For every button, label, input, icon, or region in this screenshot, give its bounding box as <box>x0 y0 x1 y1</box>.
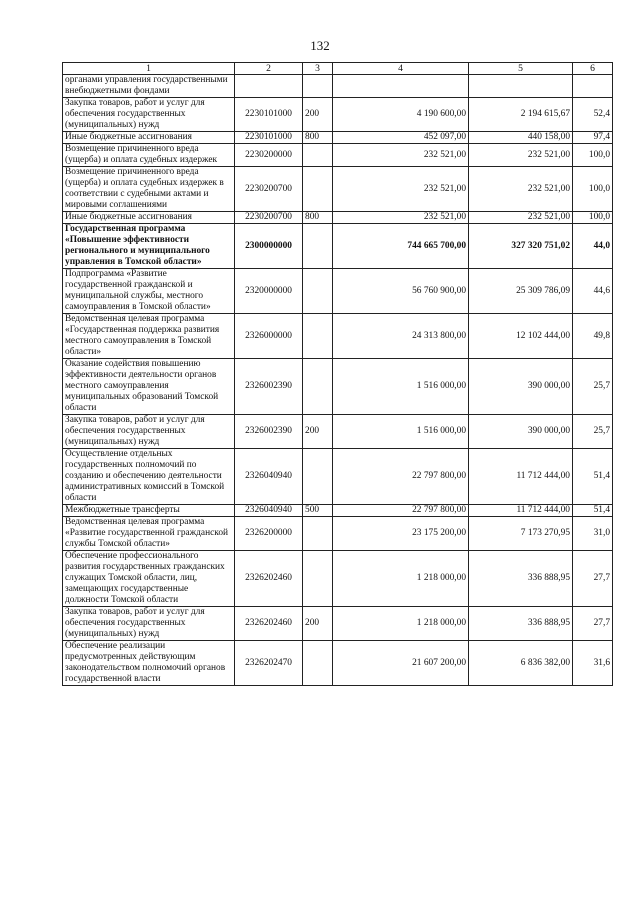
row-name: Возмещение причиненного вреда (ущерба) и оплата судебных издержек <box>63 144 235 167</box>
row-fact <box>469 75 573 98</box>
row-fact: 232 521,00 <box>469 212 573 224</box>
row-percent <box>573 75 613 98</box>
row-name: Ведомственная целевая программа «Государственная поддержка развития местного самоуправления в Томской области» <box>63 314 235 359</box>
table-body <box>63 75 613 686</box>
row-name: Закупка товаров, работ и услуг для обеспечения государственных (муниципальных) нужд <box>63 415 235 449</box>
row-code: 2326040940 <box>235 505 303 517</box>
row-plan: 21 607 200,00 <box>333 641 469 686</box>
row-fact: 6 836 382,00 <box>469 641 573 686</box>
header-col-4: 4 <box>333 63 469 75</box>
row-type: 200 <box>303 98 333 132</box>
table-row <box>63 505 613 517</box>
row-type <box>303 517 333 551</box>
row-percent: 44,6 <box>573 269 613 314</box>
row-percent: 49,8 <box>573 314 613 359</box>
row-name: Ведомственная целевая программа «Развитие государственной гражданской службы Томской области» <box>63 517 235 551</box>
row-fact: 11 712 444,00 <box>469 449 573 505</box>
row-plan: 744 665 700,00 <box>333 224 469 269</box>
table-row <box>63 212 613 224</box>
row-name: Иные бюджетные ассигнования <box>63 212 235 224</box>
row-type: 800 <box>303 132 333 144</box>
budget-table <box>62 62 613 686</box>
row-plan: 24 313 800,00 <box>333 314 469 359</box>
row-code: 2320000000 <box>235 269 303 314</box>
row-plan: 1 218 000,00 <box>333 551 469 607</box>
row-type: 800 <box>303 212 333 224</box>
row-plan: 56 760 900,00 <box>333 269 469 314</box>
table-row <box>63 314 613 359</box>
row-fact: 2 194 615,67 <box>469 98 573 132</box>
row-code: 2326202460 <box>235 607 303 641</box>
row-percent: 51,4 <box>573 449 613 505</box>
row-code: 2326200000 <box>235 517 303 551</box>
row-name: Осуществление отдельных государственных полномочий по созданию и обеспечению деятельности административных комиссий в Томской области <box>63 449 235 505</box>
row-name: Межбюджетные трансферты <box>63 505 235 517</box>
row-fact: 440 158,00 <box>469 132 573 144</box>
table-row <box>63 144 613 167</box>
row-percent: 100,0 <box>573 212 613 224</box>
row-fact: 7 173 270,95 <box>469 517 573 551</box>
table-row <box>63 224 613 269</box>
row-percent: 100,0 <box>573 144 613 167</box>
row-name: Закупка товаров, работ и услуг для обеспечения государственных (муниципальных) нужд <box>63 607 235 641</box>
row-type <box>303 359 333 415</box>
row-code: 2300000000 <box>235 224 303 269</box>
row-code <box>235 75 303 98</box>
row-fact: 232 521,00 <box>469 167 573 212</box>
header-row <box>63 63 613 75</box>
row-type <box>303 144 333 167</box>
row-name: Закупка товаров, работ и услуг для обеспечения государственных (муниципальных) нужд <box>63 98 235 132</box>
header-col-1: 1 <box>63 63 235 75</box>
row-type <box>303 75 333 98</box>
row-percent: 52,4 <box>573 98 613 132</box>
row-percent: 25,7 <box>573 359 613 415</box>
header-col-2: 2 <box>235 63 303 75</box>
row-code: 2230200700 <box>235 167 303 212</box>
row-code: 2326202470 <box>235 641 303 686</box>
row-type <box>303 551 333 607</box>
table-row <box>63 75 613 98</box>
row-percent: 31,6 <box>573 641 613 686</box>
table-row <box>63 132 613 144</box>
row-name: Государственная программа «Повышение эффективности регионального и муниципального управления в Томской области» <box>63 224 235 269</box>
row-name: органами управления государственными внебюджетными фондами <box>63 75 235 98</box>
row-fact: 25 309 786,09 <box>469 269 573 314</box>
row-name: Возмещение причиненного вреда (ущерба) и оплата судебных издержек в соответствии с судебными актами и мировыми соглашениями <box>63 167 235 212</box>
table-row <box>63 167 613 212</box>
row-plan: 452 097,00 <box>333 132 469 144</box>
table-row <box>63 415 613 449</box>
row-type <box>303 314 333 359</box>
row-percent: 31,0 <box>573 517 613 551</box>
row-fact: 12 102 444,00 <box>469 314 573 359</box>
header-col-5: 5 <box>469 63 573 75</box>
row-plan: 22 797 800,00 <box>333 449 469 505</box>
row-plan: 1 516 000,00 <box>333 415 469 449</box>
row-percent: 27,7 <box>573 551 613 607</box>
row-plan <box>333 75 469 98</box>
header-col-6: 6 <box>573 63 613 75</box>
row-code: 2326000000 <box>235 314 303 359</box>
row-plan: 22 797 800,00 <box>333 505 469 517</box>
row-fact: 390 000,00 <box>469 415 573 449</box>
row-fact: 327 320 751,02 <box>469 224 573 269</box>
table-row <box>63 449 613 505</box>
row-percent: 27,7 <box>573 607 613 641</box>
row-name: Иные бюджетные ассигнования <box>63 132 235 144</box>
header-col-3: 3 <box>303 63 333 75</box>
row-fact: 232 521,00 <box>469 144 573 167</box>
row-code: 2230200000 <box>235 144 303 167</box>
row-plan: 232 521,00 <box>333 167 469 212</box>
table-row <box>63 551 613 607</box>
row-percent: 51,4 <box>573 505 613 517</box>
row-name: Обеспечение профессионального развития государственных гражданских служащих Томской области, лиц, замещающих государственные должности Томской области <box>63 551 235 607</box>
table-row <box>63 359 613 415</box>
row-type <box>303 641 333 686</box>
row-type: 200 <box>303 607 333 641</box>
row-name: Обеспечение реализации предусмотренных действующим законодательством полномочий органов государственной власти <box>63 641 235 686</box>
row-name: Оказание содействия повышению эффективности деятельности органов местного самоуправления муниципальных образований Томской области <box>63 359 235 415</box>
row-name: Подпрограмма «Развитие государственной гражданской и муниципальной службы, местного самоуправления в Томской области» <box>63 269 235 314</box>
table-row <box>63 641 613 686</box>
row-plan: 4 190 600,00 <box>333 98 469 132</box>
row-plan: 1 516 000,00 <box>333 359 469 415</box>
row-type <box>303 269 333 314</box>
table-row <box>63 607 613 641</box>
row-code: 2326040940 <box>235 449 303 505</box>
row-code: 2326002390 <box>235 415 303 449</box>
row-code: 2326202460 <box>235 551 303 607</box>
row-fact: 11 712 444,00 <box>469 505 573 517</box>
row-plan: 232 521,00 <box>333 212 469 224</box>
row-fact: 336 888,95 <box>469 607 573 641</box>
row-code: 2230101000 <box>235 132 303 144</box>
row-type: 200 <box>303 415 333 449</box>
row-percent: 100,0 <box>573 167 613 212</box>
row-type <box>303 224 333 269</box>
row-fact: 336 888,95 <box>469 551 573 607</box>
row-percent: 97,4 <box>573 132 613 144</box>
row-plan: 23 175 200,00 <box>333 517 469 551</box>
table-row <box>63 517 613 551</box>
row-type <box>303 167 333 212</box>
row-code: 2230101000 <box>235 98 303 132</box>
row-percent: 25,7 <box>573 415 613 449</box>
table-row <box>63 269 613 314</box>
row-type <box>303 449 333 505</box>
row-plan: 1 218 000,00 <box>333 607 469 641</box>
page-number: 132 <box>310 38 330 53</box>
row-plan: 232 521,00 <box>333 144 469 167</box>
row-percent: 44,0 <box>573 224 613 269</box>
table-row <box>63 98 613 132</box>
row-type: 500 <box>303 505 333 517</box>
row-code: 2326002390 <box>235 359 303 415</box>
row-fact: 390 000,00 <box>469 359 573 415</box>
row-code: 2230200700 <box>235 212 303 224</box>
